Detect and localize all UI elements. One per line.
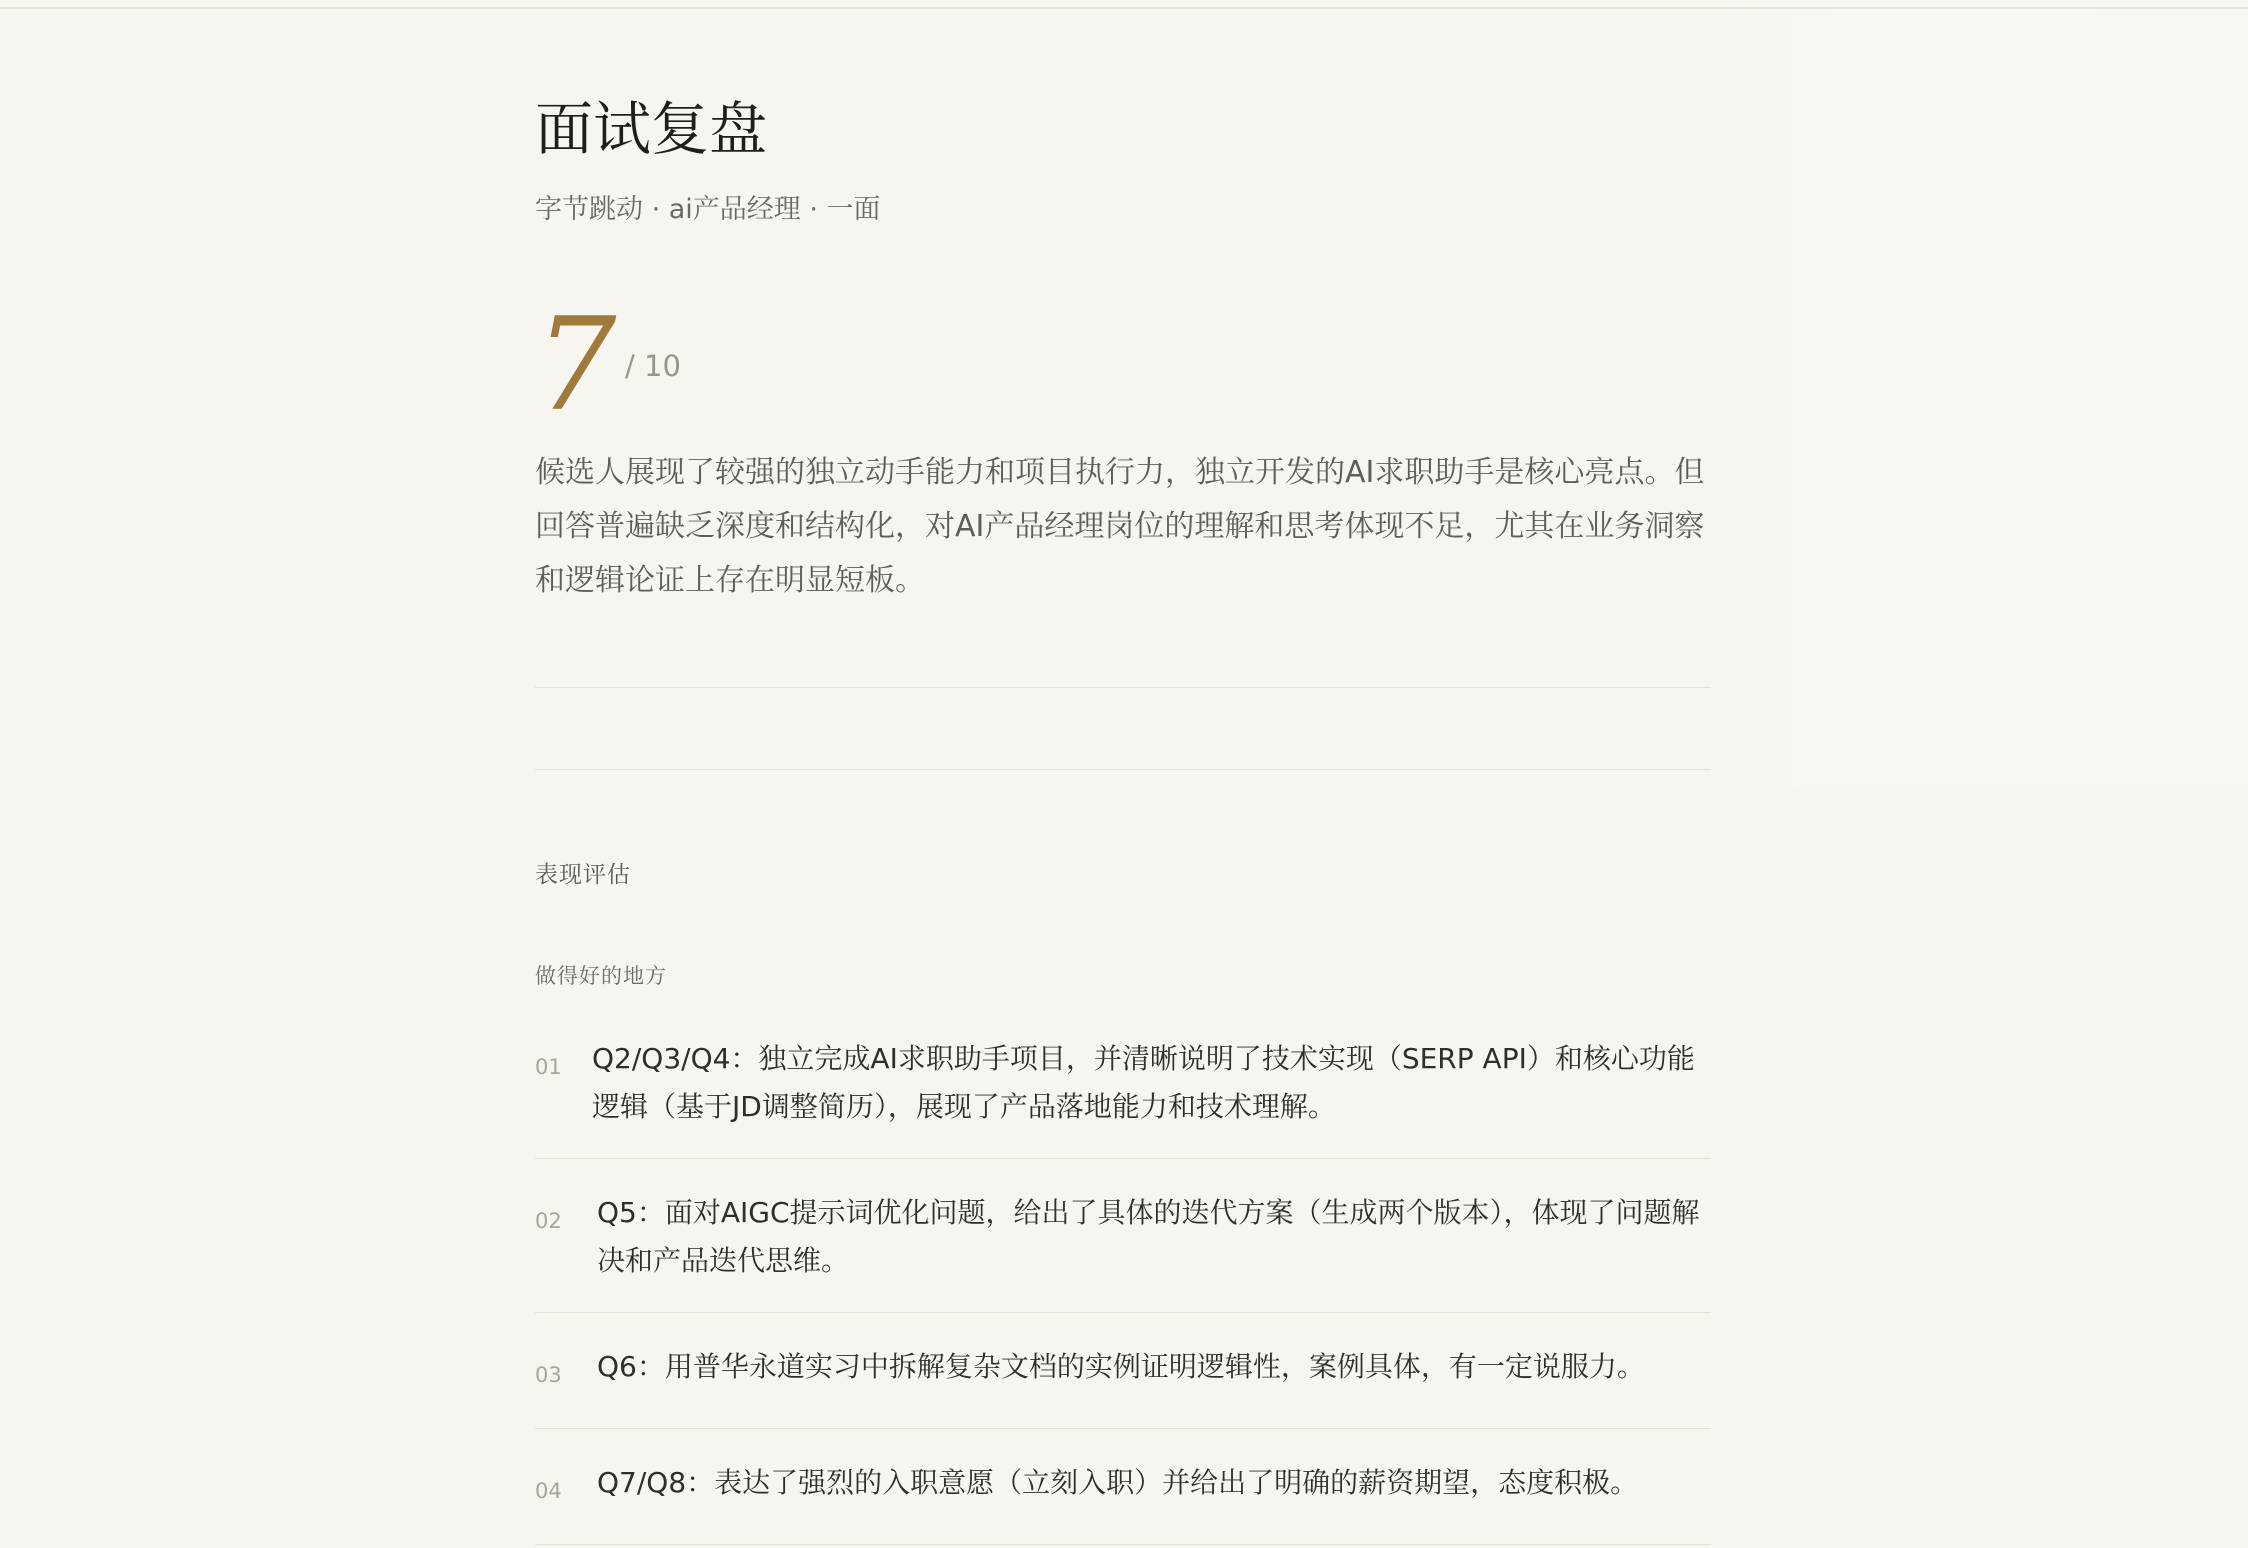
divider: [535, 769, 1711, 770]
item-divider: [535, 1428, 1711, 1429]
score-value: 7: [535, 291, 617, 440]
item-number: 04: [535, 1479, 562, 1503]
page-subtitle: 字节跳动 · ai产品经理 · 一面: [535, 194, 881, 225]
section-label-evaluation: 表现评估: [535, 862, 631, 888]
summary-text: 候选人展现了较强的独立动手能力和项目执行力，独立开发的AI求职助手是核心亮点。但回答普遍缺乏深度和结构化，对AI产品经理岗位的理解和思考体现不足，尤其在业务洞察和逻辑论证上存在明显短板。: [535, 455, 1705, 598]
subsection-label-strengths: 做得好的地方: [535, 964, 667, 988]
item-divider: [535, 1544, 1711, 1545]
divider: [535, 687, 1711, 688]
item-text: Q7/Q8：表达了强烈的入职意愿（立刻入职）并给出了明确的薪资期望，态度积极。: [597, 1466, 1639, 1499]
item-divider: [535, 1158, 1711, 1159]
background-panel: [1720, 9, 2248, 789]
item-divider: [535, 1312, 1711, 1313]
page-title: 面试复盘: [535, 95, 768, 163]
item-number: 01: [535, 1055, 562, 1079]
item-text: Q2/Q3/Q4：独立完成AI求职助手项目，并清晰说明了技术实现（SERP API）和核心功能逻辑（基于JD调整简历），展现了产品落地能力和技术理解。: [592, 1042, 1695, 1123]
item-text: Q5：面对AIGC提示词优化问题，给出了具体的迭代方案（生成两个版本），体现了问题解决和产品迭代思维。: [597, 1196, 1700, 1277]
item-number: 03: [535, 1363, 562, 1387]
item-number: 02: [535, 1209, 562, 1233]
score-max: / 10: [625, 349, 681, 383]
item-text: Q6：用普华永道实习中拆解复杂文档的实例证明逻辑性，案例具体，有一定说服力。: [597, 1350, 1645, 1383]
